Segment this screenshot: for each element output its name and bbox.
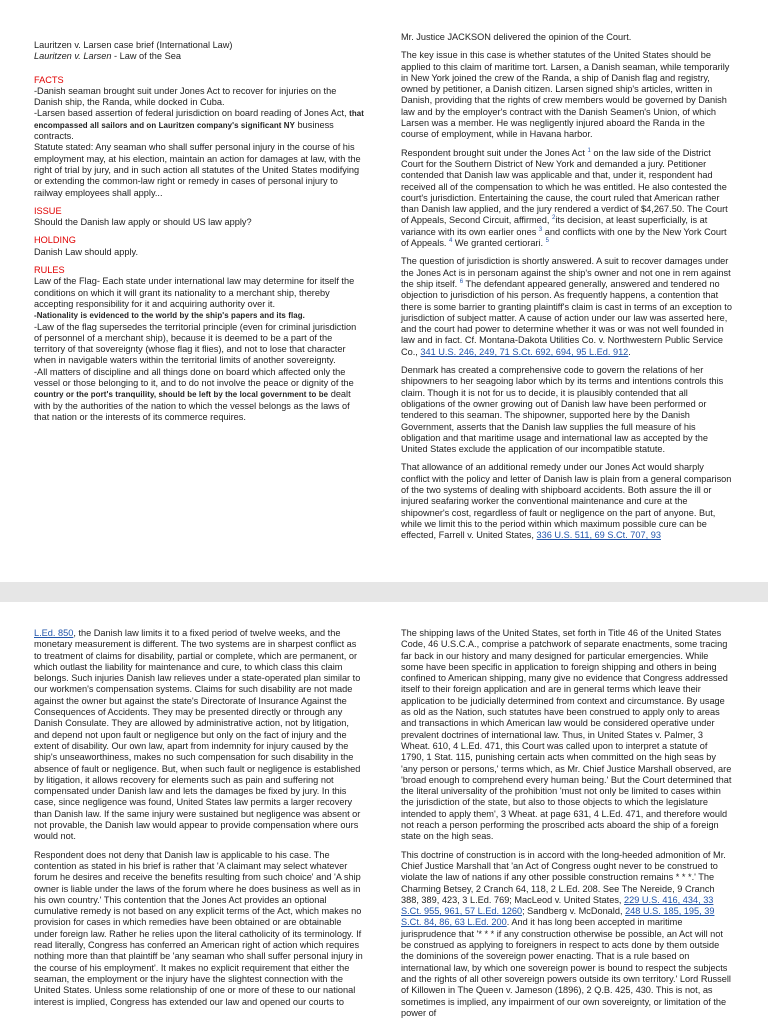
footnote-link[interactable]: 5 [545,237,549,244]
opinion-paragraph: This doctrine of construction is in accord with the long-heeded admonition of Mr. Chief Justice Marshall that 'an Act of Congress ought never to be construed to violate the law of nations if any other possible construction remains * * *.' The Charming Betsey, 2 Cranch 64, 118, 2 L.Ed. 208. See The Nereide, 9 Cranch 388, 389, 423, 3 L.Ed. 769; MacLeod v. United States, 229 U.S. 416, 434, 33 S.Ct. 955, 961, 57 L.Ed. 1260; Sandberg v. McDonald, 248 U.S. 185, 195, 39 S.Ct. 84, 86, 63 L.Ed. 200. And it has long been accepted in maritime jurisprudence that '* * * if any construction otherwise be possible, an Act will not be construed as applying to foreigners in respect to acts done by them outside the dominions of the sovereign power enacting. That is a rule based on international law, by which one sovereign power is bound to respect the subjects and the rights of all other sovereign powers outside its own territory.' Lord Russell of Killowen in The Queen v. Jameson (1896), 2 Q.B. 425, 430. This is not, as sometimes is implied, any impairment of our own sovereignty, or limitation of the power of [401,849,731,1018]
citation-link[interactable]: 229 U.S. 416, 434, 33 S.Ct. 955, 961, 57 L.Ed. 1260 [401,894,714,917]
footnote-link[interactable]: 6 [459,278,464,285]
case-subtitle: Lauritzen v. Larsen - Law of the Sea [34,51,181,62]
opinion-paragraph: Respondent does not deny that Danish law is applicable to his case. The contention as stated in his brief is rather that 'A claimant may select whatever forum he desires and receive the benefits resulting from such choice' and 'A ship owner is liable under the laws of the forum where he does business as well as in his own country.' This contention that the Jones Act provides an optional cumulative remedy is not based on any explicit terms of the Act, which makes no provision for cases in which remedies have been obtained or are obtainable under foreign law. Rather he relies upon the literal catholicity of its terminology. If read literally, Congress has conferred an American right of action which requires nothing more than that plaintiff be 'any seaman who shall suffer personal injury in the course of his employment'. It makes no explicit requirement that either the seaman, the employment or the injury have the slightest connection with the United States. Unless some relationship of one or more of these to our national interest is implied, Congress has extended our law and opened our courts to [34,849,363,1007]
rules-paragraph: -Nationality is evidenced to the world by the ship's papers and its flag. [34,311,305,321]
issue-heading: ISSUE [34,205,62,216]
citation-link[interactable]: L.Ed. 850 [34,628,74,638]
rules-heading: RULES [34,265,65,276]
opinion-intro: Mr. Justice JACKSON delivered the opinion of the Court. [401,32,632,42]
rules-paragraph: Law of the Flag- Each state under international law may determine for itself the conditions on which it will grant its nationality to a merchant ship, thereby accepting responsibility for it and acquiring authority over it. [34,276,355,309]
document-page-2 [0,602,768,1024]
right-column-top [401,32,732,548]
opinion-paragraph: The question of jurisdiction is shortly answered. A suit to recover damages under the Jones Act is in personam against the ship's owner and not one in rem against the ship itself. $^6$ The defendant appeared generally, answered and tendered no objection to jurisdiction of his person. As frequently happens, a contention that there is some barrier to granting plaintiff's claim is cast in terms of an exception to jurisdiction of subject matter. A cause of action under our law was asserted here, and the court had power to determine whether it was or was not well founded in law and in fact. Cf. Montana-Dakota Utilities Co. v. Northwestern Public Service Co., 341 U.S. 246, 249, 71 S.Ct. 692, 694, 95 L.Ed. 912. [401,256,732,357]
case-title: Lauritzen v. Larsen case brief (International Law) [34,40,233,50]
holding-text: Danish Law should apply. [34,246,139,257]
right-column-bottom [401,628,732,1024]
opinion-paragraph: That allowance of an additional remedy under our Jones Act would sharply conflict with the policy and letter of Danish law is plain from a general comparison of the two systems of dealing with shipboard accidents. Both assure the ill or injured seafaring worker the conventional maintenance and cure at the shipowner's cost, regardless of fault or negligence on the part of anyone. But, while we limit this to the period within which maximum possible cure can be effected, Farrell v. United States, 336 U.S. 511, 69 S.Ct. 707, 93 [401,462,732,541]
opinion-paragraph: L.Ed. 850, the Danish law limits it to a fixed period of twelve weeks, and the monetary measurement is different. The two systems are in sharpest conflict as to treatment of claims for disability, partial or complete, which are permanent, or which outlast the liability for maintenance and cure, to which class this claim belongs. Such injuries Danish law relieves under a state-operated plan similar to our workmen's compensation systems. Claims for such disability are not made against the owner but against the state's Directorate of Insurance Against the Consequences of Accidents. They may be presented directly or through any Danish Consulate. They are allowed by administrative action, not by litigation, and depend not upon fault or negligence but only on the fact of injury and the extent of disability. Our own law, apart from indemnity for injury caused by the ship's unseaworthiness, makes no such compensation for such disability in the absence of fault or negligence. But, when such fault or negligence is established by litigation, it allows recovery for elements such as pain and suffering not compensated under Danish law and lets the damages be fixed by jury. In this case, since negligence was found, United States law permits a larger recovery than Danish law. If the same injury were sustained but negligence was absent or not provable, the Danish law would appear to provide compensation where ours would not. [34,628,361,842]
opinion-paragraph: The key issue in this case is whether statutes of the United States should be applied to this claim of maritime tort. Larsen, a Danish seaman, while temporarily in New York joined the crew of the Randa, a ship of Danish flag and registry, owned by petitioner, a Danish citizen. Larsen signed ship's articles, written in Danish, providing that the rights of crew members would be governed by Danish law and by the employer's contract with the Danish Seamen's Union, of which Larsen was a member. He was negligently injured aboard the Randa in the course of employment, while in Havana harbor. [401,50,730,140]
rules-paragraph: -All matters of discipline and all things done on board which affected only the vessel or those belonging to it, and to do not involve the peace or dignity of the country or the port's tranquility, should be left by the local government to be dealt with by the authorities of the nation to which the vessel belongs as the laws of that nation or the interests of its commerce requires. [34,366,354,422]
facts-paragraph: -Danish seaman brought suit under Jones Act to recover for injuries on the Danish ship, the Randa, while docked in Cuba. [34,85,337,108]
left-column-bottom [34,628,365,1015]
opinion-paragraph: Respondent brought suit under the Jones Act $^1$ on the law side of the District Court for the Southern District of New York and demanded a jury. Petitioner contended that Danish law was applicable and that, under it, respondent had received all of the compensation to which he was entitled. He also contested the court's jurisdiction. Entertaining the cause, the court ruled that American rather than Danish law applied, and the jury rendered a verdict of $4,267.50. The Court of Appeals, Second Circuit, affirmed, $^2$its decision, at least superficially, is at variance with its own earlier ones $^3$ and conflicts with one by the New York Court of Appeals. $^4$ We granted certiorari. $^5$ [401,147,728,249]
issue-text: Should the Danish law apply or should US law apply? [34,217,252,228]
facts-heading: FACTS [34,74,64,85]
rules-paragraph: -Law of the flag supersedes the territorial principle (even for criminal jurisdiction of personnel of a merchant ship), because it is deemed to be a part of the territory of that sovereignty (whose flag it flies), and not to lose that character when in navigable waters within the territorial limits of another sovereignty. [34,321,357,366]
footnote-link[interactable]: 3 [538,226,543,233]
citation-link[interactable]: 341 U.S. 246, 249, 71 S.Ct. 692, 694, 95 L.Ed. 912 [420,346,629,357]
facts-paragraph: -Larsen based assertion of federal jurisdiction on board reading of Jones Act, that encompassed all sailors and on Lauritzen company's significant NY business contracts. [34,108,364,142]
footnote-link[interactable]: 4 [449,237,453,244]
footnote-link[interactable]: 1 [587,147,591,154]
footnote-link[interactable]: 2 [552,215,556,222]
left-column-top [34,40,365,430]
citation-link[interactable]: 248 U.S. 185, 195, 39 S.Ct. 84, 86, 63 L.Ed. 200 [401,906,715,928]
opinion-paragraph: The shipping laws of the United States, set forth in Title 46 of the United States Code, 46 U.S.C.A., comprise a patchwork of separate enactments, some tracing far back in our history and many designed for particular emergencies. While some have been specific in application to foreign shipping and others in being confined to American shipping, many give no evidence that Congress addressed itself to their foreign application and are in general terms which leave their application to be judicially determined from context and circumstance. By usage as old as the Nation, such statutes have been construed to apply only to areas and transactions in which American law would be considered operative under prevalent doctrines of international law. Thus, in United States v. Palmer, 3 Wheat. 610, 4 L.Ed. 471, this Court was called upon to interpret a statute of 1790, 1 Stat. 115, punishing certain acts when committed on the high seas by 'any person or persons,' terms which, as Mr. Chief Justice Marshall observed, are 'broad enough to comprehend every human being.' But the Court determined that the literal universality of the prohibition 'must not only be limited to cases within the jurisdiction of the state, but also to those objects to which the legislature intended to apply them', 3 Wheat. at page 631, 4 L.Ed. 471, and therefore would not reach a person performing the proscribed acts aboard the ship of a foreign state on the high seas. [401,628,732,842]
holding-heading: HOLDING [34,235,76,246]
facts-paragraph: Statute stated: Any seaman who shall suffer personal injury in the course of his employment may, at his election, maintain an action for damages at law, with the right of trial by jury, and in such action all statutes of the United States modifying or extending the common-law right or remedy in cases of personal injury to railway employees shall apply... [34,142,361,198]
opinion-paragraph: Denmark has created a comprehensive code to govern the relations of her shipowners to her seagoing labor which by its terms and intentions controls this claim. Though it is not for us to decide, it is plausibly contended that all obligations of the owner growing out of Danish law have been performed or tendered to this seaman. The shipowner, supported here by the Danish Government, asserts that the Danish law supplies the full measure of his obligation and that maritime usage and international law as accepted by the United States exclude the application of our incompatible statute. [401,365,724,455]
citation-link[interactable]: 336 U.S. 511, 69 S.Ct. 707, 93 [536,530,661,541]
